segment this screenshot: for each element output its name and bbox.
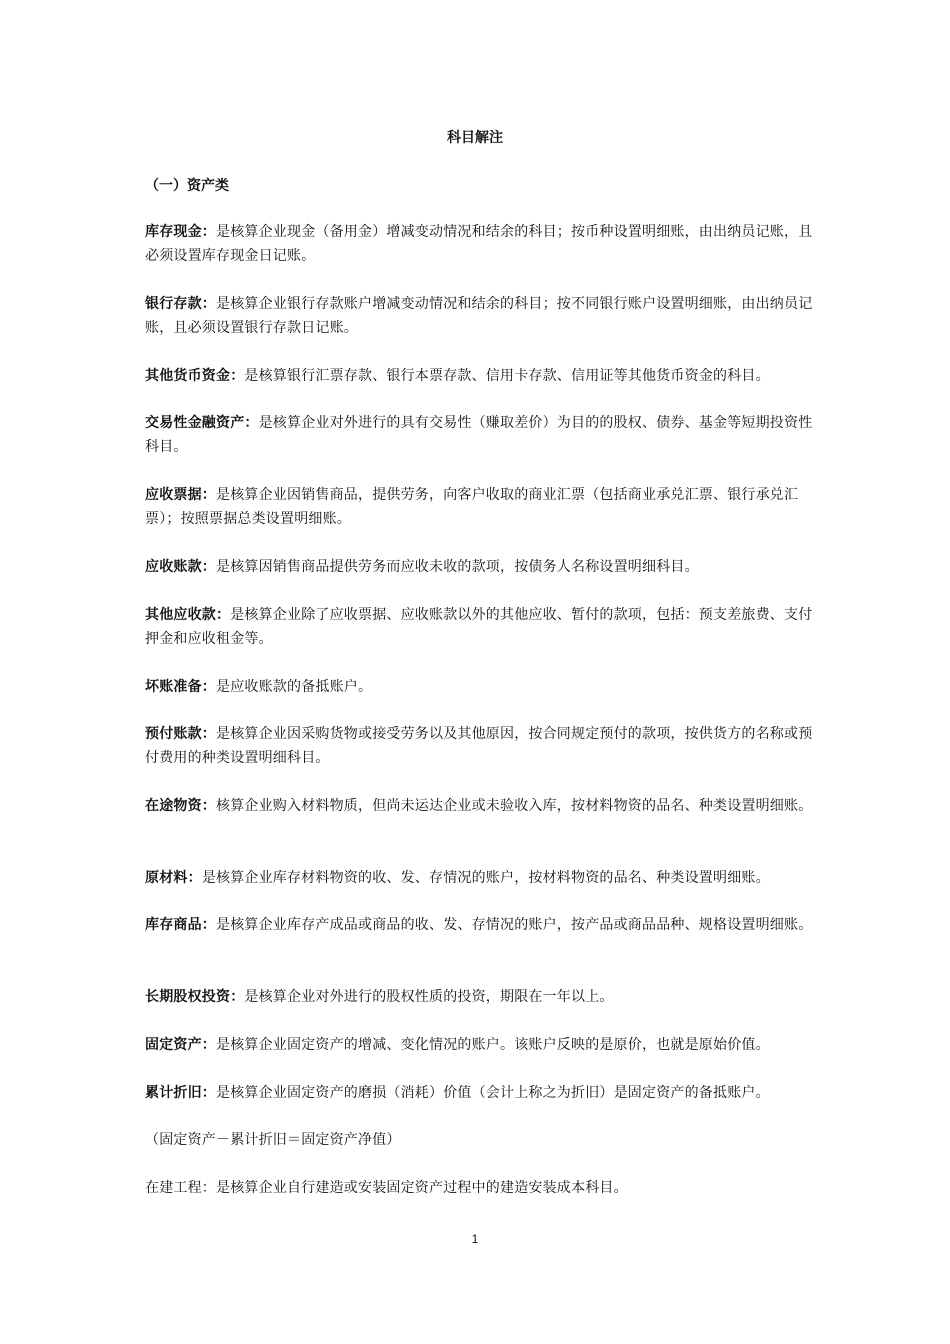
entry-materials-in-transit: [145, 794, 817, 818]
entry-term: 交易性金融资产：: [145, 415, 259, 431]
entry-prepayments: [145, 722, 817, 770]
entry-raw-materials: [145, 866, 817, 890]
entry-term: 原材料：: [145, 870, 202, 886]
entry-net-value-formula: [145, 1128, 817, 1152]
entry-other-monetary-funds: [145, 364, 817, 388]
entry-text: 是核算企业库存材料物资的收、发、存情况的账户，按材料物资的品名、种类设置明细账。: [201, 870, 770, 886]
entry-text: （固定资产－累计折旧＝固定资产净值）: [145, 1132, 401, 1148]
entry-other-receivables: [145, 603, 817, 651]
entry-text: 是应收账款的备抵账户。: [216, 679, 373, 695]
entry-text: 是核算企业对外进行的股权性质的投资，期限在一年以上。: [244, 989, 614, 1005]
entry-text: 是核算银行汇票存款、银行本票存款、信用卡存款、信用证等其他货币资金的科目。: [244, 368, 770, 384]
entry-term: 累计折旧：: [145, 1085, 216, 1101]
entry-term: 在途物资：: [145, 798, 216, 814]
entry-text: 是核算企业库存产成品或商品的收、发、存情况的账户，按产品或商品品种、规格设置明细账。: [216, 917, 813, 933]
entry-term: 库存现金：: [145, 224, 216, 240]
entry-trading-financial-assets: [145, 411, 817, 459]
entry-term: 其他货币资金：: [145, 368, 245, 384]
entry-notes-receivable: [145, 483, 817, 531]
entry-term: 银行存款：: [145, 296, 216, 312]
entry-accumulated-depreciation: [145, 1081, 817, 1105]
entry-construction-in-progress: [145, 1176, 817, 1200]
entry-term: 其他应收款：: [145, 607, 231, 623]
entry-term: 长期股权投资：: [145, 989, 245, 1005]
entry-text: 是核算企业因采购货物或接受劳务以及其他原因，按合同规定预付的款项，按供货方的名称或预付费用的种类设置明细科目。: [145, 726, 813, 766]
section-heading: （一）资产类: [145, 178, 229, 194]
entry-long-term-equity-investment: [145, 985, 817, 1009]
entry-text: 是核算因销售商品提供劳务而应收未收的款项，按债务人名称设置明细科目。: [216, 559, 699, 575]
entry-fixed-assets: [145, 1033, 817, 1057]
entry-accounts-receivable: [145, 555, 817, 579]
entry-inventory-goods: [145, 913, 817, 937]
entry-term: 应收票据：: [145, 487, 216, 503]
entry-text: 是核算企业固定资产的增减、变化情况的账户。该账户反映的是原价，也就是原始价值。: [216, 1037, 770, 1053]
entry-term: 预付账款：: [145, 726, 216, 742]
entry-text: 是核算企业除了应收票据、应收账款以外的其他应收、暂付的款项，包括：预支差旅费、支付押金和应收租金等。: [145, 607, 813, 647]
document-title: 科目解注: [447, 130, 503, 146]
entry-term: 库存商品：: [145, 917, 216, 933]
entry-text: 是核算企业因销售商品，提供劳务，向客户收取的商业汇票（包括商业承兑汇票、银行承兑汇票）；按照票据总类设置明细账。: [145, 487, 799, 527]
entry-text: 是核算企业现金（备用金）增减变动情况和结余的科目；按币种设置明细账，由出纳员记账，且必须设置库存现金日记账。: [145, 224, 813, 264]
entry-cash: [145, 220, 817, 268]
entry-bank-deposit: [145, 292, 817, 340]
entry-term: 固定资产：: [145, 1037, 216, 1053]
entry-bad-debt-provision: [145, 675, 817, 699]
entry-text: 是核算企业银行存款账户增减变动情况和结余的科目；按不同银行账户设置明细账，由出纳员记账，且必须设置银行存款日记账。: [145, 296, 813, 336]
page-number: 1: [471, 1232, 479, 1246]
entry-text: 核算企业购入材料物质，但尚未运达企业或未验收入库，按材料物资的品名、种类设置明细账。: [216, 798, 813, 814]
entry-text: 在建工程：是核算企业自行建造或安装固定资产过程中的建造安装成本科目。: [145, 1180, 628, 1196]
entry-term: 应收账款：: [145, 559, 216, 575]
entry-text: 是核算企业对外进行的具有交易性（赚取差价）为目的的股权、债券、基金等短期投资性科目。: [145, 415, 813, 455]
entry-text: 是核算企业固定资产的磨损（消耗）价值（会计上称之为折旧）是固定资产的备抵账户。: [216, 1085, 770, 1101]
entry-term: 坏账准备：: [145, 679, 216, 695]
